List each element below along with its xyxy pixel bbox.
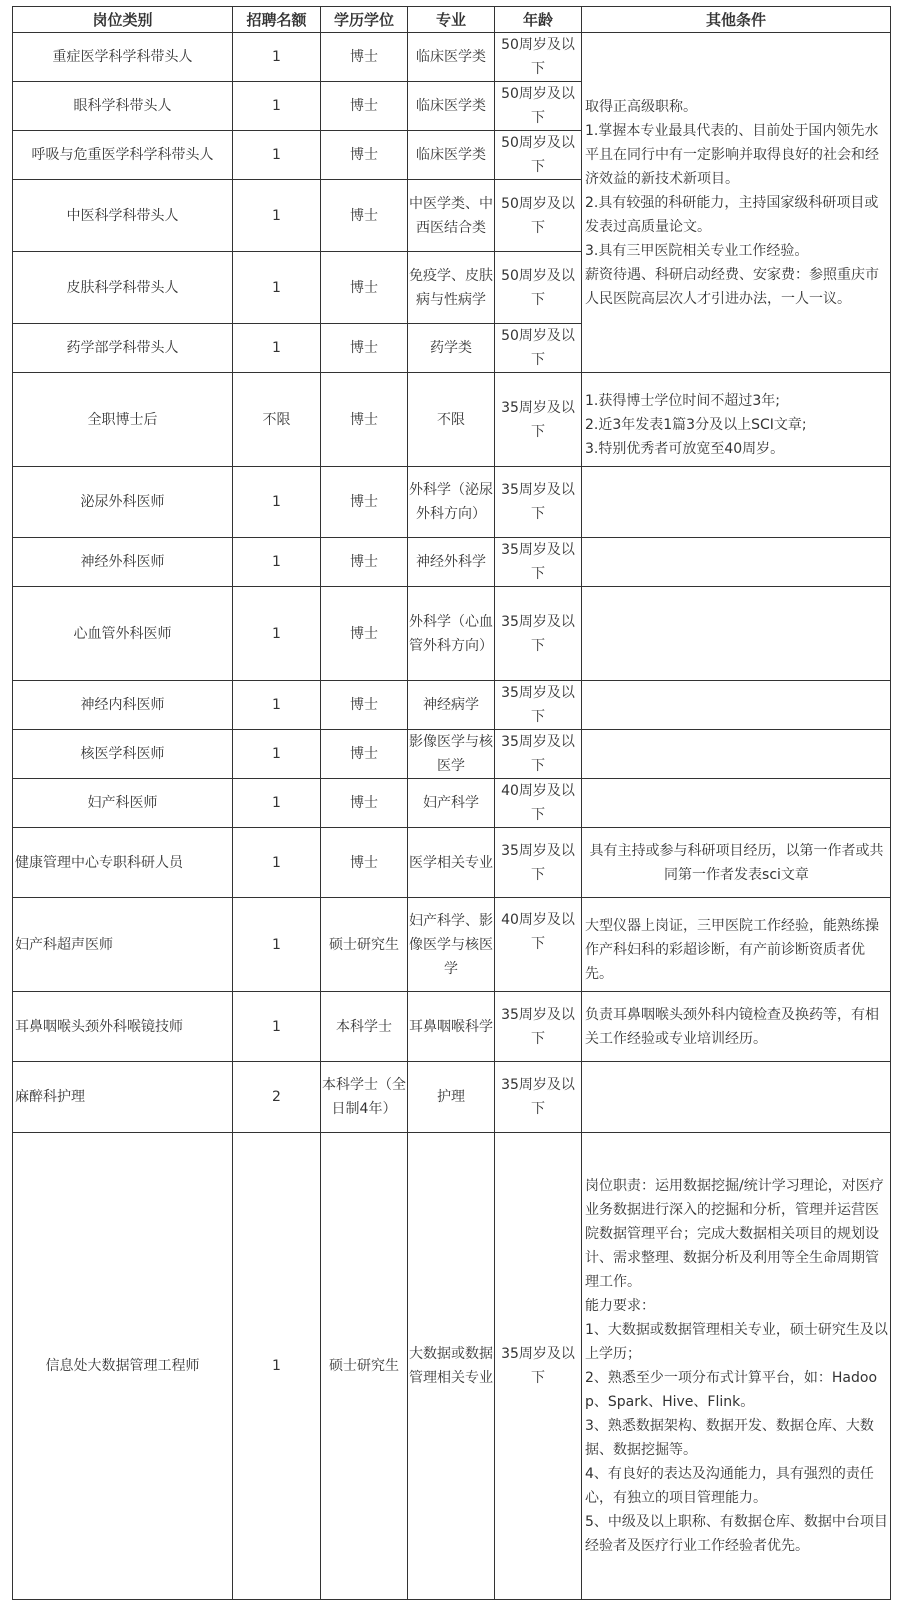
cell-degree: 博士 bbox=[321, 373, 408, 467]
cell-category: 眼科学科带头人 bbox=[13, 82, 233, 131]
cell-category: 皮肤科学科带头人 bbox=[13, 252, 233, 324]
cell-category: 核医学科医师 bbox=[13, 730, 233, 779]
cell-age: 50周岁及以下 bbox=[495, 33, 582, 82]
leaders-line: 薪资待遇、科研启动经费、安家费：参照重庆市人民医院高层次人才引进办法，一人一议。 bbox=[585, 266, 879, 307]
table-row bbox=[13, 1062, 891, 1133]
cell-age: 35周岁及以下 bbox=[495, 681, 582, 730]
cell-degree: 博士 bbox=[321, 82, 408, 131]
postdoc-line: 2.近3年发表1篇3分及以上SCI文章; bbox=[585, 416, 807, 433]
table-row bbox=[13, 538, 891, 587]
cell-category: 中医科学科带头人 bbox=[13, 180, 233, 252]
cell-count: 1 bbox=[233, 779, 321, 828]
cell-major: 妇产科学 bbox=[408, 779, 495, 828]
cell-age: 35周岁及以下 bbox=[495, 467, 582, 538]
cell-count: 1 bbox=[233, 898, 321, 992]
cell-other-health-research: 具有主持或参与科研项目经历，以第一作者或共同第一作者发表sci文章 bbox=[582, 828, 891, 898]
cell-category: 呼吸与危重医学科学科带头人 bbox=[13, 131, 233, 180]
cell-count: 1 bbox=[233, 82, 321, 131]
cell-count: 1 bbox=[233, 730, 321, 779]
cell-age: 35周岁及以下 bbox=[495, 730, 582, 779]
header-row bbox=[13, 7, 891, 33]
cell-other-leaders bbox=[582, 33, 891, 373]
cell-degree: 博士 bbox=[321, 467, 408, 538]
table-row bbox=[13, 730, 891, 779]
cell-count: 1 bbox=[233, 828, 321, 898]
cell-age: 35周岁及以下 bbox=[495, 992, 582, 1062]
cell-other bbox=[582, 730, 891, 779]
cell-count: 1 bbox=[233, 324, 321, 373]
cell-major: 医学相关专业 bbox=[408, 828, 495, 898]
cell-category: 神经外科医师 bbox=[13, 538, 233, 587]
table-row bbox=[13, 898, 891, 992]
table-row bbox=[13, 467, 891, 538]
cell-degree: 本科学士（全日制4年） bbox=[321, 1062, 408, 1133]
cell-count: 1 bbox=[233, 538, 321, 587]
cell-degree: 博士 bbox=[321, 538, 408, 587]
cell-major: 临床医学类 bbox=[408, 82, 495, 131]
cell-age: 35周岁及以下 bbox=[495, 587, 582, 681]
cell-degree: 博士 bbox=[321, 180, 408, 252]
cell-count: 1 bbox=[233, 992, 321, 1062]
cell-category: 信息处大数据管理工程师 bbox=[13, 1133, 233, 1600]
table-row bbox=[13, 779, 891, 828]
cell-category: 重症医学科学科带头人 bbox=[13, 33, 233, 82]
cell-major: 外科学（心血管外科方向） bbox=[408, 587, 495, 681]
cell-other bbox=[582, 538, 891, 587]
cell-other bbox=[582, 1062, 891, 1133]
postdoc-line: 3.特别优秀者可放宽至40周岁。 bbox=[585, 440, 785, 457]
bigdata-line: 3、熟悉数据架构、数据开发、数据仓库、大数据、数据挖掘等。 bbox=[585, 1418, 874, 1458]
leaders-line: 取得正高级职称。 bbox=[585, 98, 697, 115]
postdoc-line: 1.获得博士学位时间不超过3年; bbox=[585, 392, 780, 409]
cell-count: 1 bbox=[233, 1133, 321, 1600]
cell-age: 35周岁及以下 bbox=[495, 1062, 582, 1133]
cell-major: 中医学类、中西医结合类 bbox=[408, 180, 495, 252]
bigdata-line: 1、大数据或数据管理相关专业，硕士研究生及以上学历； bbox=[585, 1322, 888, 1362]
leaders-line: 3.具有三甲医院相关专业工作经验。 bbox=[585, 242, 809, 259]
header-major: 专业 bbox=[408, 7, 495, 33]
bigdata-line: 4、有良好的表达及沟通能力，具有强烈的责任心，有独立的项目管理能力。 bbox=[585, 1466, 874, 1506]
cell-category: 妇产科医师 bbox=[13, 779, 233, 828]
header-degree: 学历学位 bbox=[321, 7, 408, 33]
cell-category: 神经内科医师 bbox=[13, 681, 233, 730]
cell-major: 不限 bbox=[408, 373, 495, 467]
cell-major: 神经病学 bbox=[408, 681, 495, 730]
cell-category: 耳鼻咽喉头颈外科喉镜技师 bbox=[13, 992, 233, 1062]
cell-degree: 硕士研究生 bbox=[321, 898, 408, 992]
cell-age: 50周岁及以下 bbox=[495, 252, 582, 324]
cell-major: 临床医学类 bbox=[408, 33, 495, 82]
cell-category: 妇产科超声医师 bbox=[13, 898, 233, 992]
cell-category: 泌尿外科医师 bbox=[13, 467, 233, 538]
table-row bbox=[13, 681, 891, 730]
cell-degree: 博士 bbox=[321, 324, 408, 373]
cell-major: 免疫学、皮肤病与性病学 bbox=[408, 252, 495, 324]
header-category: 岗位类别 bbox=[13, 7, 233, 33]
cell-other bbox=[582, 587, 891, 681]
cell-category: 健康管理中心专职科研人员 bbox=[13, 828, 233, 898]
cell-major: 妇产科学、影像医学与核医学 bbox=[408, 898, 495, 992]
cell-count: 1 bbox=[233, 131, 321, 180]
header-count: 招聘名额 bbox=[233, 7, 321, 33]
cell-category: 心血管外科医师 bbox=[13, 587, 233, 681]
leaders-line: 2.具有较强的科研能力，主持国家级科研项目或发表过高质量论文。 bbox=[585, 194, 879, 235]
cell-other bbox=[582, 467, 891, 538]
cell-other bbox=[582, 779, 891, 828]
cell-category: 药学部学科带头人 bbox=[13, 324, 233, 373]
cell-count: 1 bbox=[233, 681, 321, 730]
header-other: 其他条件 bbox=[582, 7, 891, 33]
table-row bbox=[13, 1133, 891, 1600]
bigdata-line: 2、熟悉至少一项分布式计算平台，如：Hadoop、Spark、Hive、Flink。 bbox=[585, 1370, 878, 1410]
cell-degree: 博士 bbox=[321, 779, 408, 828]
cell-degree: 博士 bbox=[321, 730, 408, 779]
cell-category: 全职博士后 bbox=[13, 373, 233, 467]
cell-major: 外科学（泌尿外科方向） bbox=[408, 467, 495, 538]
table-row bbox=[13, 828, 891, 898]
cell-major: 耳鼻咽喉科学 bbox=[408, 992, 495, 1062]
cell-age: 50周岁及以下 bbox=[495, 131, 582, 180]
cell-degree: 博士 bbox=[321, 587, 408, 681]
cell-major: 大数据或数据管理相关专业 bbox=[408, 1133, 495, 1600]
table-row bbox=[13, 992, 891, 1062]
cell-count: 2 bbox=[233, 1062, 321, 1133]
cell-age: 35周岁及以下 bbox=[495, 373, 582, 467]
cell-other bbox=[582, 681, 891, 730]
cell-degree: 硕士研究生 bbox=[321, 1133, 408, 1600]
cell-other-postdoc bbox=[582, 373, 891, 467]
cell-age: 50周岁及以下 bbox=[495, 82, 582, 131]
table-row bbox=[13, 33, 891, 82]
table-row bbox=[13, 373, 891, 467]
table-row bbox=[13, 587, 891, 681]
bigdata-line: 岗位职责：运用数据挖掘/统计学习理论，对医疗业务数据进行深入的挖掘和分析，管理并运营医院数据管理平台；完成大数据相关项目的规划设计、需求整理、数据分析及利用等全生命周期管理工作。 bbox=[585, 1178, 884, 1290]
cell-degree: 本科学士 bbox=[321, 992, 408, 1062]
cell-major: 临床医学类 bbox=[408, 131, 495, 180]
cell-count: 不限 bbox=[233, 373, 321, 467]
cell-other-laryngoscope: 负责耳鼻咽喉头颈外科内镜检查及换药等，有相关工作经验或专业培训经历。 bbox=[582, 992, 891, 1062]
cell-degree: 博士 bbox=[321, 828, 408, 898]
bigdata-line: 5、中级及以上职称、有数据仓库、数据中台项目经验者及医疗行业工作经验者优先。 bbox=[585, 1514, 888, 1554]
cell-count: 1 bbox=[233, 467, 321, 538]
cell-major: 影像医学与核医学 bbox=[408, 730, 495, 779]
cell-major: 神经外科学 bbox=[408, 538, 495, 587]
cell-age: 40周岁及以下 bbox=[495, 898, 582, 992]
cell-age: 35周岁及以下 bbox=[495, 1133, 582, 1600]
cell-category: 麻醉科护理 bbox=[13, 1062, 233, 1133]
leaders-line: 1.掌握本专业最具代表的、目前处于国内领先水平且在同行中有一定影响并取得良好的社会和经济效益的新技术新项目。 bbox=[585, 122, 879, 187]
cell-other-bigdata bbox=[582, 1133, 891, 1600]
cell-other-ultrasound: 大型仪器上岗证，三甲医院工作经验，能熟练操作产科妇科的彩超诊断，有产前诊断资质者优先。 bbox=[582, 898, 891, 992]
cell-major: 药学类 bbox=[408, 324, 495, 373]
cell-age: 35周岁及以下 bbox=[495, 828, 582, 898]
cell-degree: 博士 bbox=[321, 681, 408, 730]
bigdata-line: 能力要求： bbox=[585, 1298, 655, 1314]
cell-count: 1 bbox=[233, 180, 321, 252]
cell-age: 50周岁及以下 bbox=[495, 324, 582, 373]
cell-major: 护理 bbox=[408, 1062, 495, 1133]
cell-degree: 博士 bbox=[321, 252, 408, 324]
cell-age: 35周岁及以下 bbox=[495, 538, 582, 587]
cell-count: 1 bbox=[233, 587, 321, 681]
recruitment-table bbox=[12, 6, 891, 1600]
cell-count: 1 bbox=[233, 252, 321, 324]
cell-degree: 博士 bbox=[321, 33, 408, 82]
cell-age: 40周岁及以下 bbox=[495, 779, 582, 828]
cell-age: 50周岁及以下 bbox=[495, 180, 582, 252]
cell-degree: 博士 bbox=[321, 131, 408, 180]
cell-count: 1 bbox=[233, 33, 321, 82]
header-age: 年龄 bbox=[495, 7, 582, 33]
